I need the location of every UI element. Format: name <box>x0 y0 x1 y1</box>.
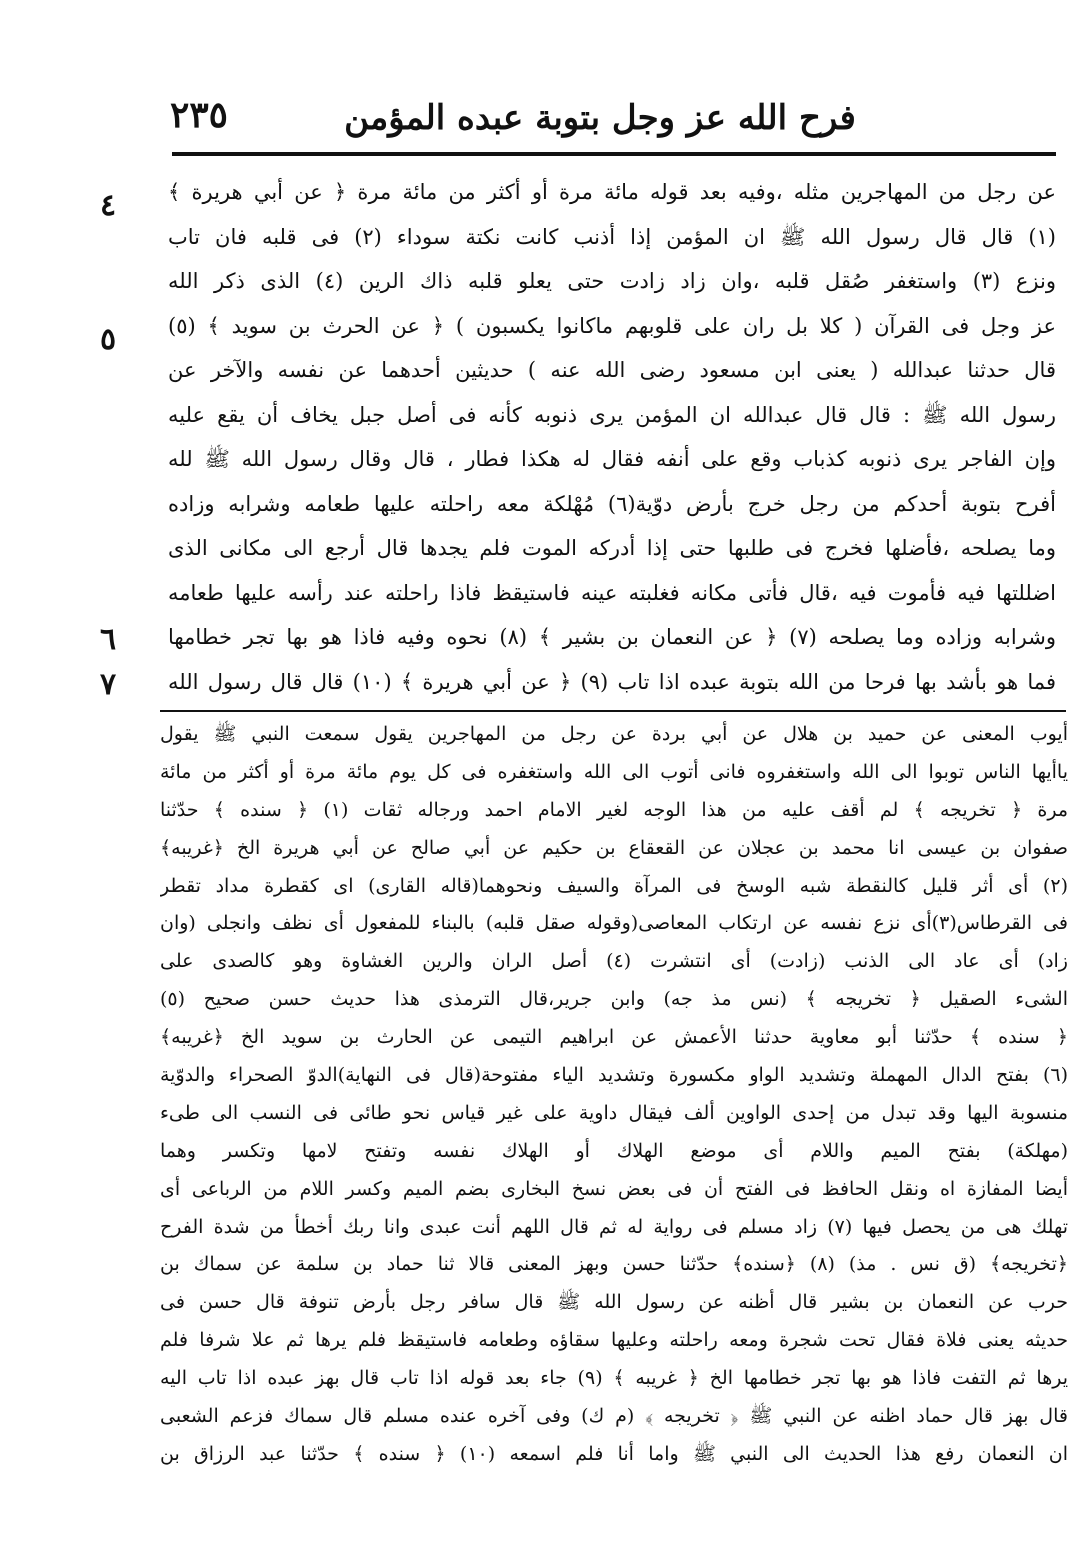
footnote-line: حرب عن النعمان بن بشير قال أظنه عن رسول الله ﷺ قال سافر رجل بأرض تنوفة قال حسن فى <box>160 1291 1068 1314</box>
margin-number: ٦ <box>99 622 117 657</box>
footnote-line: ياأيها الناس توبوا الى الله واستغفروه فانى أتوب الى الله واستغفره فى كل يوم مائة مرة أو أكثر من مائة <box>160 760 1068 783</box>
body-line: وشرابه وزاده وما يصلحه (٧) ﴿ عن النعمان بن بشير ﴾ (٨) نحوه وفيه فاذا هو بها تجر خطامها <box>168 625 1056 649</box>
body-line: وما يصلحه ،فأضلها فخرج فى طلبها حتى إذا أدركه الموت فلم يجدها قال أرجع الى مكانى الذى <box>168 536 1056 560</box>
body-line: (١) قال قال رسول الله ﷺ ان المؤمن إذا أذنب كانت نكتة سوداء (٢) فى قلبه فان تاب <box>168 224 1056 249</box>
footnotes <box>160 716 1068 1526</box>
header-rule <box>172 152 1056 156</box>
footnote-line: فى القرطاس(٣)أى نزع نفسه عن ارتكاب المعاصى(وقوله صقل قلبه) بالبناء للمفعول أى نظف وانجلى (وان <box>160 912 1068 935</box>
margin-number: ٧ <box>99 667 117 702</box>
footnote-line: مرة ﴿ تخريجه ﴾ لم أقف عليه من هذا الوجه لغير الامام احمد ورجاله ثقات (١) ﴿ سنده ﴾ حدّثنا <box>160 798 1068 821</box>
footnote-line: ﴿تخريجه﴾ (ق نس . مذ) (٨) ﴿سنده﴾ حدّثنا حسن وبهز المعنى قالا ثنا حماد بن سلمة عن سماك بن <box>160 1253 1068 1276</box>
footnote-line: ان النعمان رفع هذا الحديث الى النبي ﷺ واما أنا فلم اسمعه (١٠) ﴿ سنده ﴾ حدّثنا عبد الرزاق بن <box>160 1442 1068 1465</box>
footnote-line: أيوب المعنى عن حميد بن هلال عن أبي بردة عن رجل من المهاجرين يقول سمعت النبي ﷺ يقول <box>160 723 1068 745</box>
footnote-divider <box>160 710 1066 712</box>
footnote-line: زاد) أى عاد الى الذنب (زادت) أى انتشرت (٤) أصل الران والرين الغشاوة وهو كالصدى على <box>160 950 1068 973</box>
footnote-line: ﴿ سنده ﴾ حدّثنا أبو معاوية حدثنا الأعمش عن ابراهيم التيمى عن الحارث بن سويد الخ ﴿غريبه﴾ <box>160 1026 1068 1049</box>
footnote-line: (٦) بفتح الدال المهملة وتشديد الواو مكسورة وتشديد الياء مفتوحة(قال فى النهاية)الدوّ الصحراء والدوّية <box>160 1064 1068 1087</box>
running-head: فرح الله عز وجل بتوبة عبده المؤمن <box>344 98 856 138</box>
footnote-line: (مهلكة) بفتح الميم واللام أى موضع الهلاك أو الهلاك نفسه وتفتح لامها وتكسر وهما <box>160 1139 1068 1162</box>
footnote-line: حديثه يعنى فلاة فقال تحت شجرة ومعه راحلته وعليها سقاؤه وطعامه فاستيقظ فلم يرها ثم علا شرفا فلم <box>160 1329 1068 1352</box>
body-line: ونزع (٣) واستغفر صُقل قلبه ،وان زاد زادت حتى يعلو قلبه ذاك الرين (٤) الذى ذكر الله <box>168 269 1056 293</box>
footnote-line: الشىء الصقيل ﴿ تخريجه ﴾ (نس مذ جه) وابن جرير،قال الترمذى هذا حديث حسن صحيح (٥) <box>160 988 1068 1011</box>
footnote-line: يرها ثم التفت فاذا هو بها تجر خطامها الخ ﴿ غريبه ﴾ (٩) جاء بعد قوله اذا تاب قال بهز عبده اذا تاب اليه <box>160 1367 1068 1390</box>
body-line: أفرح بتوبة أحدكم من رجل خرج بأرض دوّية(٦) مُهْلكة معه راحلته عليها طعامه وشرابه وزاده <box>168 491 1056 516</box>
body-line: رسول الله ﷺ : قال قال عبدالله ان المؤمن يرى ذنوبه كأنه فى أصل جبل يخاف أن يقع عليه <box>168 402 1056 427</box>
body-line: اضللتها فيه فأموت فيه ،قال فأتى مكانه فغلبته عينه فاستيقظ فاذا راحلته عند رأسه عليها طعامه <box>168 580 1056 605</box>
page-number: ٢٣٥ <box>170 94 229 136</box>
body-line: قال حدثنا عبدالله ( يعنى ابن مسعود رضى الله عنه ) حديثين أحدهما عن نفسه والآخر عن <box>168 358 1056 382</box>
body-line: عن رجل من المهاجرين مثله ،وفيه بعد قوله مائة مرة أو أكثر من مائة مرة ﴿ عن أبي هريرة ﴾ <box>168 180 1056 204</box>
margin-number: ٥ <box>99 322 117 357</box>
footnote-line: منسوبة اليها وقد تبدل من إحدى الواوين ألف فيقال داوية على غير قياس نحو طائى فى النسب الى طىء <box>160 1101 1068 1124</box>
margin-number: ٤ <box>99 188 117 223</box>
page-header <box>160 88 1040 148</box>
footnote-line: تهلك هى من يحصل فيها (٧) زاد مسلم فى رواية له ثم قال اللهم أنت عبدى وانا ربك أخطأ من شدة الفرح <box>160 1215 1068 1238</box>
body-line: عز وجل فى القرآن ( كلا بل ران على قلوبهم ماكانوا يكسبون ) ﴿ عن الحرث بن سويد ﴾ (٥) <box>168 313 1056 338</box>
footnote-line: أيضا المفازة اه ونقل الحافظ فى الفتح أن فى بعض نسخ البخارى بضم الميم وكسر اللام من الرباعى أى <box>160 1177 1068 1200</box>
body-line: وإن الفاجر يرى ذنوبه كذباب وقع على أنفه فقال له هكذا فطار ، قال وقال رسول الله ﷺ لله <box>168 447 1056 471</box>
footnote-line: (٢) أى أثر قليل كالنقطة شبه الوسخ فى المرآة والسيف ونحوهما(قاله القارى) اى كقطرة مداد تقطر <box>160 874 1068 897</box>
footnote-line: صفوان بن عيسى انا محمد بن عجلان عن القعقاع بن حكيم عن أبي صالح عن أبي هريرة الخ ﴿غريبه﴾ <box>160 836 1068 859</box>
margin-hadith-numbers <box>78 170 138 710</box>
main-text <box>168 170 1056 705</box>
footnote-line: قال بهز قال حماد اظنه عن النبي ﷺ ﴿ تخريجه ﴾ (م ك) وفى آخره عنده مسلم قال سماك فزعم الشعبى <box>160 1405 1068 1428</box>
body-line: فما هو بأشد بها فرحا من الله بتوبة عبده اذا تاب (٩) ﴿ عن أبي هريرة ﴾ (١٠) قال قال رسول الله <box>168 669 1056 694</box>
